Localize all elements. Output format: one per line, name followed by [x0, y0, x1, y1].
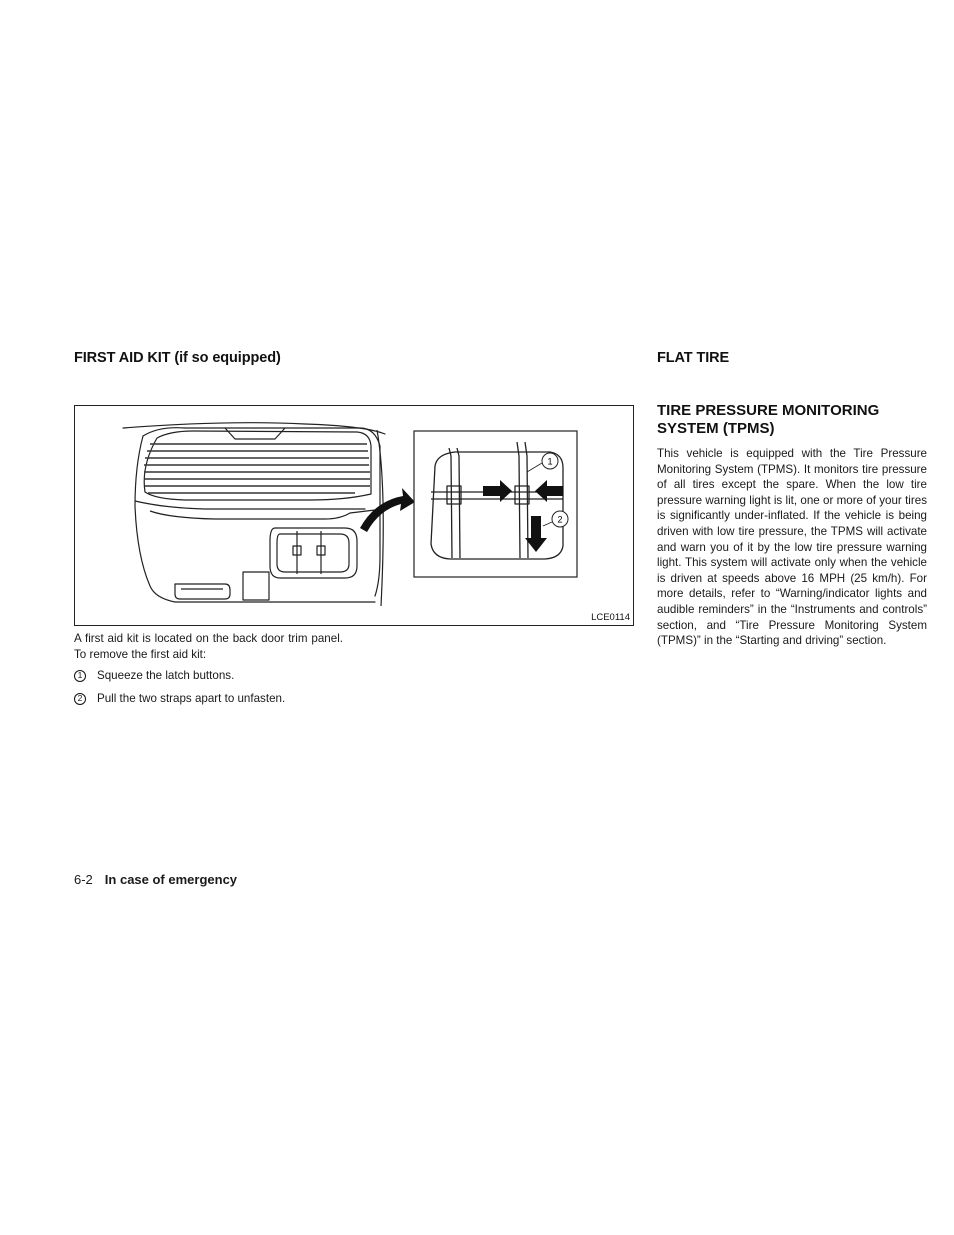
flat-tire-heading: FLAT TIRE	[657, 350, 730, 366]
page-number: 6-2	[74, 872, 93, 887]
step-item	[74, 668, 234, 683]
callout-1: 1	[547, 456, 553, 467]
back-door-drawing	[75, 406, 634, 626]
page-footer	[74, 872, 237, 887]
tpms-subheading: TIRE PRESSURE MONITORING SYSTEM (TPMS)	[657, 402, 880, 437]
step-text: Pull the two straps apart to unfasten.	[97, 692, 286, 705]
first-aid-kit-intro: A first aid kit is located on the back door trim panel. To remove the first aid kit:	[74, 632, 343, 661]
step-number: 2	[74, 693, 86, 705]
footer-section-name: In case of emergency	[104, 872, 238, 887]
callout-2: 2	[557, 514, 563, 525]
first-aid-kit-illustration	[74, 405, 634, 626]
step-text: Squeeze the latch buttons.	[97, 669, 235, 682]
tpms-body: This vehicle is equipped with the Tire Pressure Monitoring System (TPMS). It monitors tire pressure of all tires except the spare. When the low tire pressure warning light is lit, one or more of your tires is significantly under-inflated. If the vehicle is being driven with low tire pressure, the TPMS will activate and warn you of it by the low tire pressure warning light. This system will activate only when the vehicle is driven at speeds above 16 MPH (25 km/h). For more details, refer to “Warning/indicator lights and audible reminders” in the “Instruments and controls” section, and “Tire Pressure Monitoring System (TPMS)” in the “Starting and driving” section.	[657, 447, 927, 648]
first-aid-kit-heading: FIRST AID KIT (if so equipped)	[74, 350, 281, 366]
figure-code: LCE0114	[591, 612, 630, 623]
step-item	[74, 691, 285, 706]
step-number: 1	[74, 670, 86, 682]
